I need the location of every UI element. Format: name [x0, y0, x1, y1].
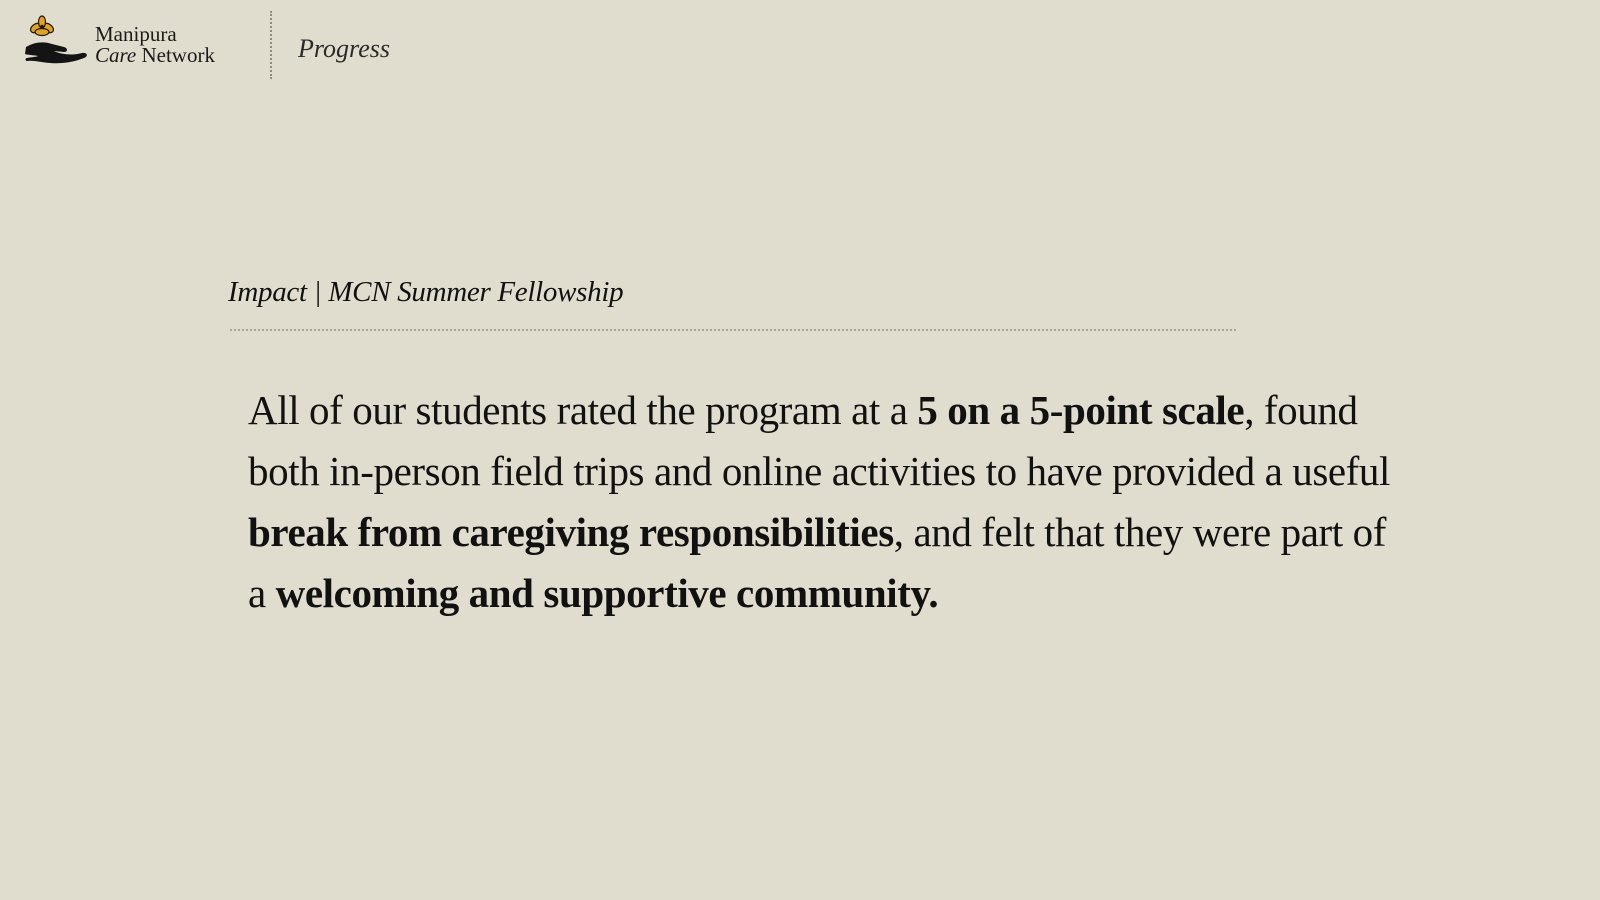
brand-name-line1: Manipura	[95, 22, 177, 46]
brand-name-emphasis: Care	[95, 43, 137, 67]
slide-eyebrow: Impact | MCN Summer Fellowship	[228, 276, 624, 308]
statement-text-1: All of our students rated the program at a	[248, 387, 918, 433]
brand-name-line2	[95, 45, 215, 66]
brand-logo-link[interactable]	[24, 14, 230, 74]
impact-statement	[248, 380, 1408, 624]
header	[0, 0, 1600, 100]
statement-highlight-break: break from caregiving responsibilities	[248, 509, 894, 555]
brand-name-rest: Network	[141, 43, 215, 67]
brand-name	[95, 24, 215, 66]
statement-text-3: , and felt that they were part of a	[248, 509, 1387, 616]
dotted-divider	[230, 329, 1236, 331]
statement-highlight-community: welcoming and supportive community.	[275, 570, 939, 616]
statement-highlight-rating: 5 on a 5-point scale	[917, 387, 1245, 433]
header-divider	[270, 11, 272, 79]
statement-text-2: , found both in-person field trips and online activities to have provided a useful	[248, 387, 1391, 494]
hand-holding-flower-icon	[24, 14, 90, 70]
section-label: Progress	[298, 34, 390, 63]
